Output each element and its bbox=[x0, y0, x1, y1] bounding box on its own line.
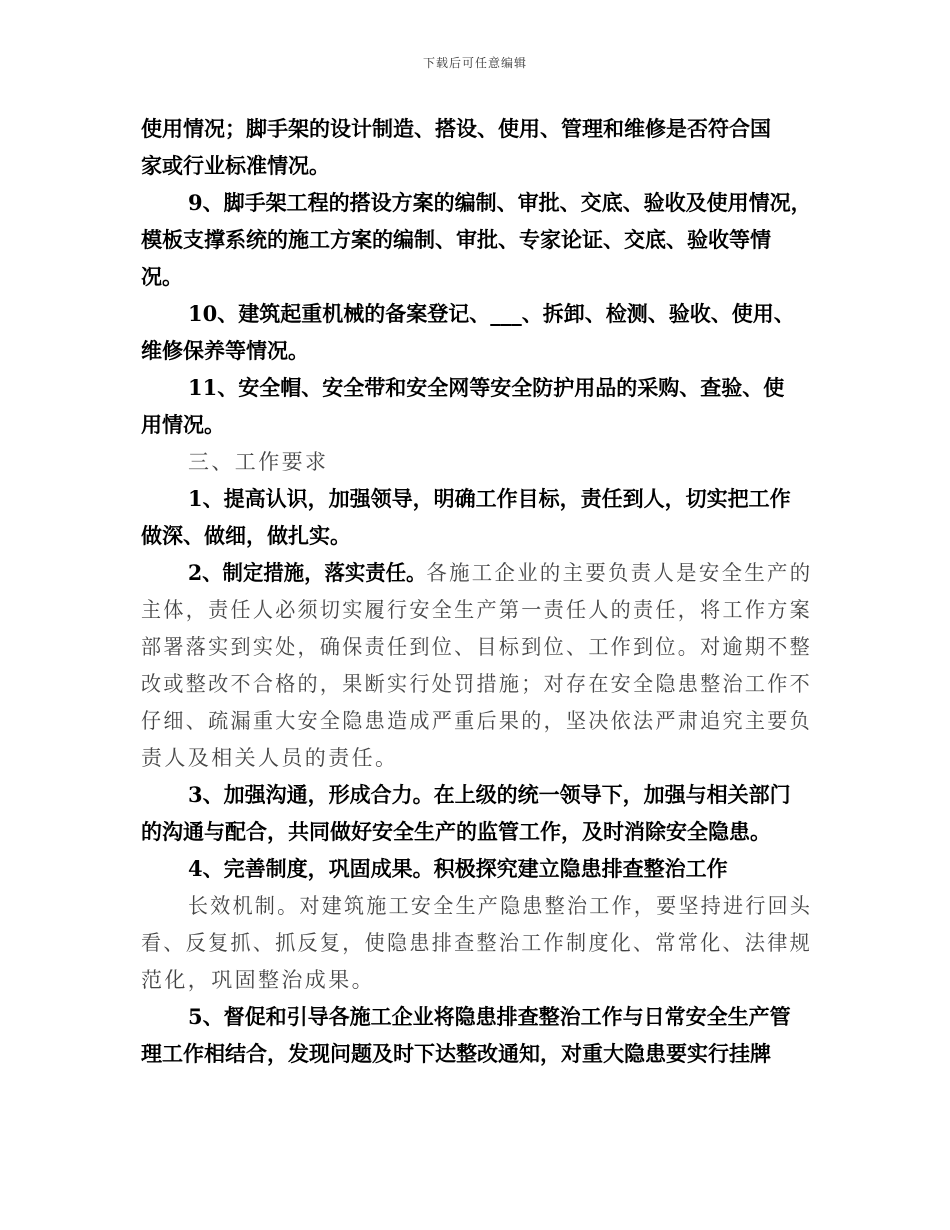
text-line: 况。 bbox=[141, 264, 183, 289]
text-line: 维修保养等情况。 bbox=[141, 338, 309, 363]
text-line: 11、安全帽、安全带和安全网等安全防护用品的采购、查验、使 bbox=[188, 375, 785, 400]
text-line: 改或整改不合格的，果断实行处罚措施；对存在安全隐患整治工作不 bbox=[141, 672, 812, 696]
text-line bbox=[188, 558, 812, 588]
text-line: 看、反复抓、抓反复，使隐患排查整治工作制度化、常常化、法律规 bbox=[141, 931, 812, 955]
page-header: 下载后可任意编辑 bbox=[422, 56, 527, 70]
text-line: 范化，巩固整治成果。 bbox=[141, 968, 375, 992]
text-line: 使用情况；脚手架的设计制造、搭设、使用、管理和维修是否符合国 bbox=[141, 116, 771, 141]
text-line: 理工作相结合，发现问题及时下达整改通知，对重大隐患要实行挂牌 bbox=[141, 1041, 771, 1066]
text-line: 责人及相关人员的责任。 bbox=[141, 746, 399, 770]
text-line: 主体，责任人必须切实履行安全生产第一责任人的责任，将工作方案 bbox=[141, 598, 812, 622]
text-line: 9、脚手架工程的搭设方案的编制、审批、交底、验收及使用情况， bbox=[188, 190, 812, 215]
section-heading: 三、工作要求 bbox=[188, 450, 329, 474]
text-line: 模板支撑系统的施工方案的编制、审批、专家论证、交底、验收等情 bbox=[141, 227, 771, 252]
text-line: 1、提高认识，加强领导，明确工作目标，责任到人，切实把工作 bbox=[188, 486, 791, 511]
text-line: 长效机制。对建筑施工安全生产隐患整治工作，要坚持进行回头 bbox=[188, 894, 813, 918]
text-line: 的沟通与配合，共同做好安全生产的监管工作，及时消除安全隐患。 bbox=[141, 819, 771, 844]
text-line: 5、督促和引导各施工企业将隐患排查整治工作与日常安全生产管 bbox=[188, 1004, 791, 1029]
text-line: 部署落实到实处，确保责任到位、目标到位、工作到位。对逾期不整 bbox=[141, 635, 812, 659]
text-line: 4、完善制度，巩固成果。积极探究建立隐患排查整治工作 bbox=[188, 856, 728, 881]
text-line: 做深、做细，做扎实。 bbox=[141, 523, 351, 548]
text-line-bold-part: 2、制定措施，落实责任。 bbox=[188, 560, 427, 585]
text-line: 家或行业标准情况。 bbox=[141, 153, 330, 178]
text-line: 3、加强沟通，形成合力。在上级的统一领导下，加强与相关部门 bbox=[188, 782, 791, 807]
text-line-normal-part: 各施工企业的主要负责人是安全生产的 bbox=[426, 561, 813, 585]
text-line: 用情况。 bbox=[141, 412, 225, 437]
text-line: 仔细、疏漏重大安全隐患造成严重后果的，坚决依法严肃追究主要负 bbox=[141, 709, 812, 733]
text-line: 10、建筑起重机械的备案登记、___、拆卸、检测、验收、使用、 bbox=[188, 301, 795, 326]
